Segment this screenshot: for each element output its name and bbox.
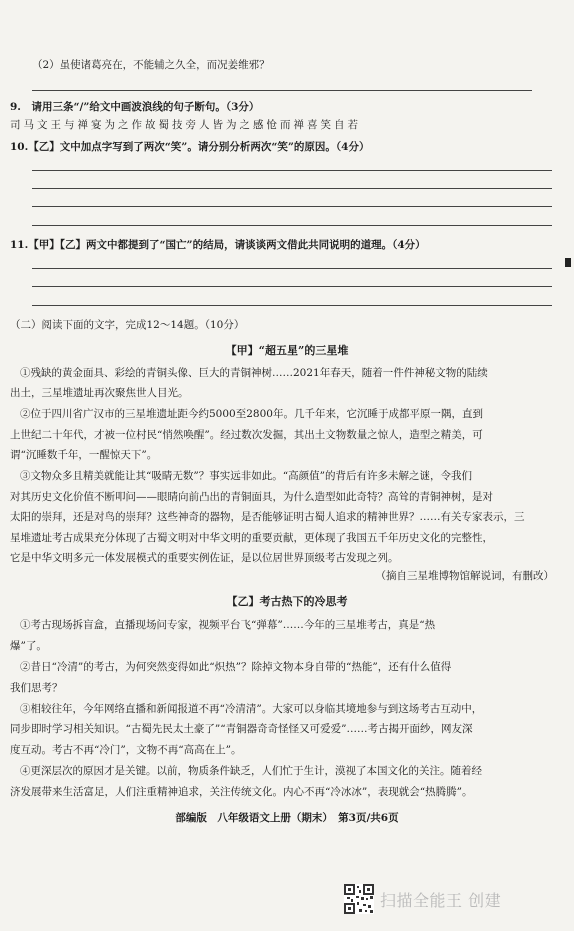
passage-jia-line: 对其历史文化价值不断叩问——眼睛向前凸出的青铜面具，为什么造型如此奇特？高耸的青铜神树，是对 — [10, 491, 493, 503]
passage-yi-line: 同步即时学习相关知识。“古蜀先民太土豪了”“青铜器奇奇怪怪又可爱爱”……考古揭开面纱，网友深 — [10, 723, 473, 735]
passage-jia-title: 【甲】“超五星”的三星堆 — [225, 344, 349, 357]
passage-jia-line: 谓“沉睡数千年，一醒惊天下”。 — [10, 449, 158, 461]
answer-line — [32, 268, 552, 269]
passage-yi-line: ③相较往年，今年网络直播和新闻报道不再“冷清清”。大家可以身临其境地参与到这场考古互动中， — [20, 703, 483, 715]
passage-jia-line: ②位于四川省广汉市的三星堆遗址距今约5000至2800年。几千年来，它沉睡于成都平原一隅，直到 — [20, 408, 483, 420]
passage-yi-line: ②昔日“冷清”的考古，为何突然变得如此“炽热”？除掉文物本身自带的“热能”，还有什么值得 — [20, 661, 452, 673]
passage-jia-source: （摘自三星堆博物馆解说词，有删改） — [375, 570, 554, 582]
passage-yi-line: 济发展带来生活富足，人们注重精神追求，关注传统文化。内心不再“冷冰冰”，表现就会“热腾腾”。 — [10, 786, 473, 798]
scanner-watermark — [344, 884, 501, 914]
answer-line — [32, 170, 552, 171]
passage-yi-line: 度互动。考古不再“冷门”，文物不再“高高在上”。 — [10, 744, 242, 756]
answer-line — [32, 188, 552, 189]
passage-jia-line: ①残缺的黄金面具、彩绘的青铜头像、巨大的青铜神树……2021年春天，随着一件件神秘文物的陆续 — [20, 367, 488, 379]
passage-yi-title: 【乙】考古热下的冷思考 — [226, 595, 348, 608]
question-9 — [10, 100, 558, 114]
answer-line — [32, 225, 552, 226]
section-2-heading: （二）阅读下面的文字，完成12～14题。（10分） — [10, 319, 245, 331]
answer-line — [32, 305, 552, 306]
watermark-text: 扫描全能王 创建 — [380, 890, 502, 910]
passage-yi-line: ①考古现场拆盲盒，直播现场问专家，视频平台飞“弹幕”……今年的三星堆考古，真是“热 — [20, 619, 436, 631]
passage-jia-line: 星堆遗址考古成果充分体现了古蜀文明对中华文明的重要贡献，更体现了我国五千年历史文化的完整性， — [10, 532, 493, 544]
answer-line — [32, 90, 532, 91]
passage-jia-line: 它是中华文明多元一体发展模式的重要实例佐证，是以位居世界顶级考古发现之列。 — [10, 552, 399, 564]
question-11: 11.【甲】【乙】两文中都提到了“国亡”的结局，请谈谈两文借此共同说明的道理。（4分） — [10, 239, 426, 251]
question-9-sentence: 司马文王与禅宴为之作故蜀技旁人皆为之感怆而禅喜笑自若 — [10, 119, 361, 131]
binding-mark — [565, 258, 571, 267]
question-9-text: 9. 请用三条“/”给文中画波浪线的句子断句。（3分） — [10, 101, 260, 113]
question-8-part-2: （2）虽使诸葛亮在，不能辅之久全，而况姜维邪？ — [32, 59, 270, 71]
question-10: 10.【乙】文中加点字写到了两次“笑”。请分别分析两次“笑”的原因。（4分） — [10, 141, 370, 153]
page-footer: 部编版 八年级语文上册（期末） 第3页/共6页 — [175, 812, 399, 824]
passage-jia-line: 出土，三星堆遗址再次聚焦世人目光。 — [10, 387, 189, 399]
passage-jia-line: 太阳的崇拜，还是对鸟的崇拜？这些神奇的器物，是否能够证明古蜀人追求的精神世界？……有关专家表示，三 — [10, 511, 525, 523]
answer-line — [32, 206, 552, 207]
passage-yi-line: 我们思考？ — [10, 682, 63, 694]
answer-line — [32, 286, 552, 287]
passage-jia-line: ③文物众多且精美就能让其“吸睛无数”？事实远非如此。“高颜值”的背后有许多未解之谜，令我们 — [20, 470, 472, 482]
qr-code-icon — [344, 884, 374, 914]
passage-yi-line: 爆”了。 — [10, 640, 47, 652]
passage-jia-line: 上世纪二十年代，才被一位村民“悄然唤醒”。经过数次发掘，其出土文物数量之惊人，造型之精美，可 — [10, 429, 483, 441]
passage-yi-line: ④更深层次的原因才是关键。以前，物质条件缺乏，人们忙于生计，漠视了本国文化的关注。随着经 — [20, 765, 482, 777]
